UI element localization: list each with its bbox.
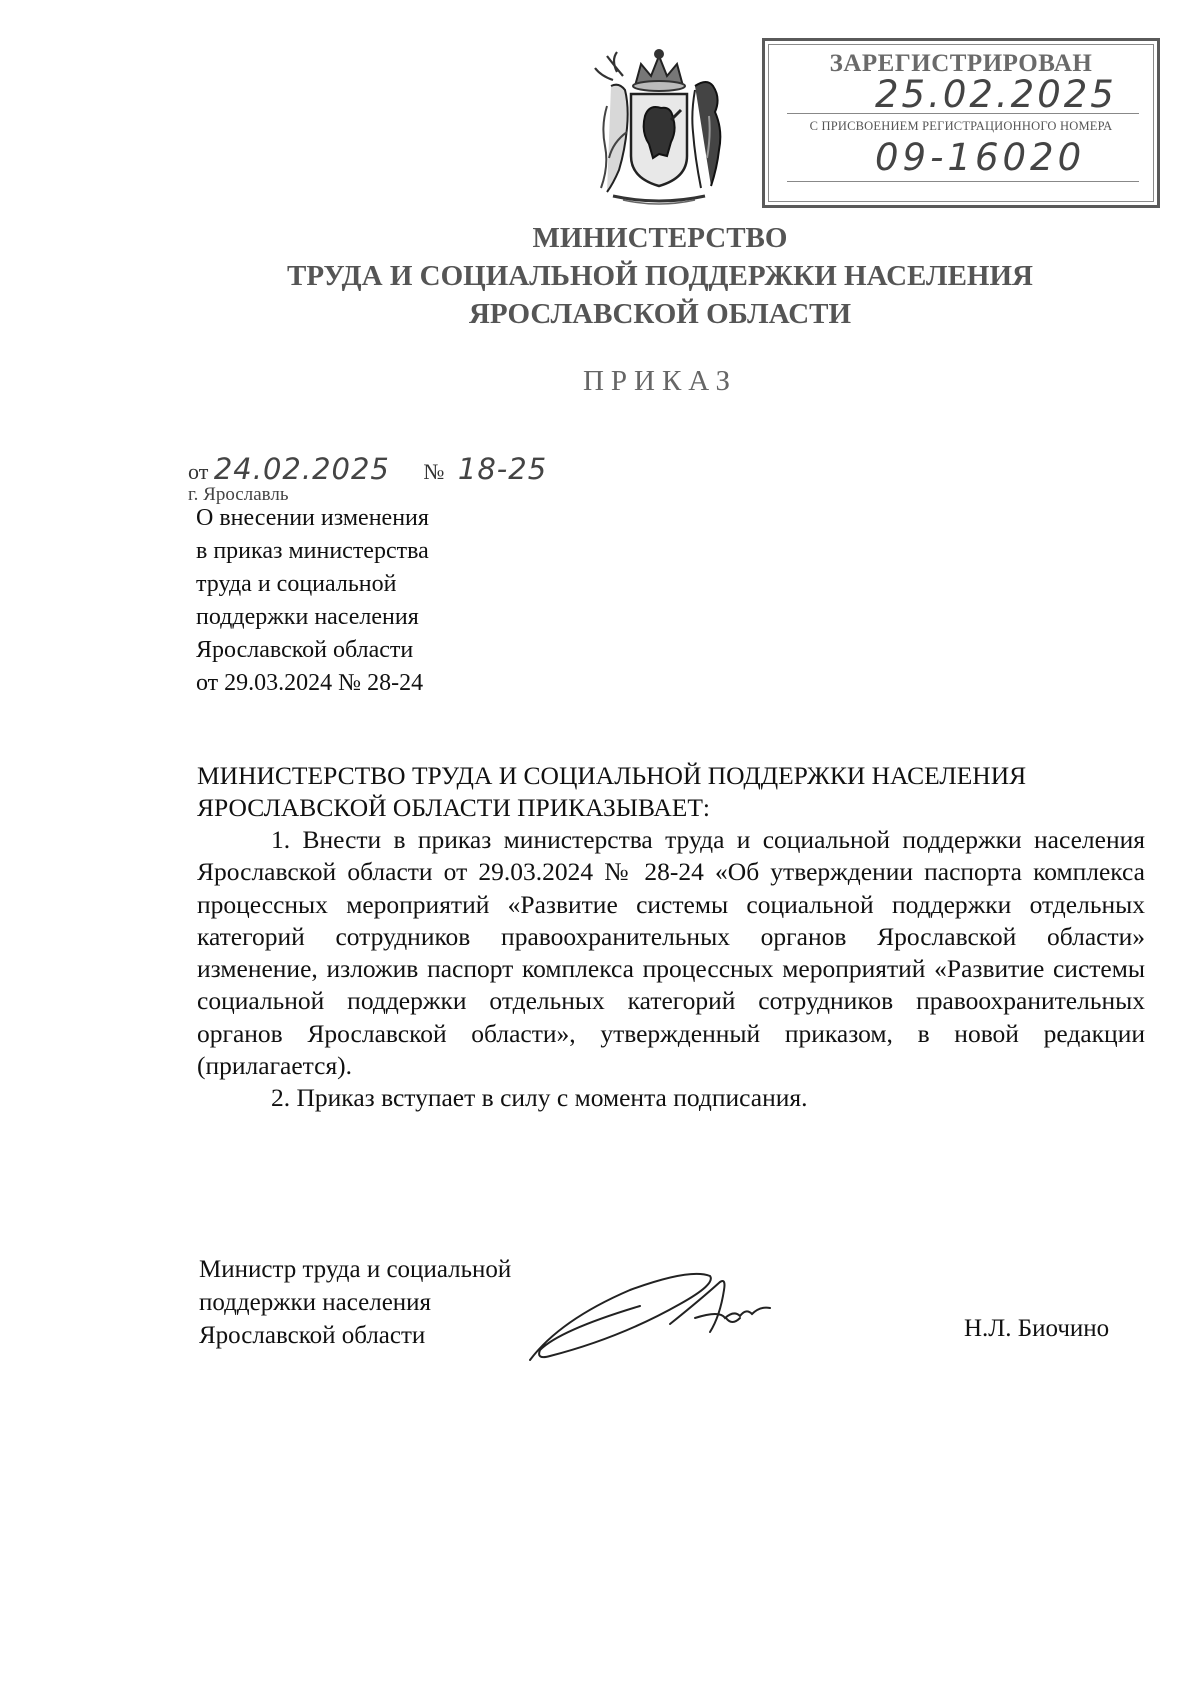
order-city: г. Ярославль	[188, 484, 289, 505]
position-line: поддержки населения	[199, 1289, 432, 1316]
order-date: 24.02.2025	[213, 452, 390, 486]
stamp-number: 09-16020	[875, 136, 1086, 179]
org-name-line: ЯРОСЛАВСКОЙ ОБЛАСТИ	[468, 298, 852, 330]
subject-line: труда и социальной	[196, 571, 397, 597]
coat-of-arms-icon	[583, 46, 735, 206]
position-line: Ярославской области	[199, 1322, 426, 1349]
org-name-line: МИНИСТЕРСТВО	[532, 222, 788, 254]
subject-line: от 29.03.2024 № 28-24	[196, 670, 424, 696]
signatory-position	[199, 1253, 511, 1352]
position-line: Министр труда и социальной	[199, 1256, 512, 1283]
stamp-divider	[787, 181, 1139, 182]
stamp-subtitle: С ПРИСВОЕНИЕМ РЕГИСТРАЦИОННОГО НОМЕРА	[809, 119, 1113, 133]
signatory-name: Н.Л. Биочино	[964, 1315, 1110, 1342]
date-prefix: от	[188, 459, 209, 484]
stamp-divider	[787, 113, 1139, 114]
document-type: ПРИКАЗ	[582, 365, 738, 397]
order-body	[197, 824, 1145, 1115]
subject-block	[196, 502, 516, 700]
stamp-title: ЗАРЕГИСТРИРОВАН	[829, 50, 1093, 77]
order-paragraph: 1. Внести в приказ министерства труда и социальной поддержки населения Ярославской области от 29.03.2024 № 28-24 «Об утверждении паспорта комплекса процессных мероприятий «Развитие системы социальной поддержки отдельных категорий сотрудников правоохранительных органов Ярославской области» изменение, изложив паспорт комплекса процессных мероприятий «Развитие системы социальной поддержки отдельных категорий сотрудников правоохранительных органов Ярославской области», утвержденный приказом, в новой редакции (прилагается).	[197, 825, 1145, 1081]
subject-line: в приказ министерства	[196, 538, 429, 564]
order-number: 18-25	[457, 452, 548, 486]
stamp-date: 25.02.2025	[875, 73, 1117, 116]
signature-icon	[520, 1260, 790, 1368]
preamble: МИНИСТЕРСТВО ТРУДА И СОЦИАЛЬНОЙ ПОДДЕРЖКИ НАСЕЛЕНИЯ ЯРОСЛАВСКОЙ ОБЛАСТИ ПРИКАЗЫВАЕТ:	[197, 761, 1027, 822]
subject-line: поддержки населения	[196, 604, 419, 630]
subject-line: Ярославской области	[196, 637, 414, 663]
registration-stamp	[762, 38, 1160, 208]
subject-line: О внесении изменения	[196, 505, 429, 531]
number-sign: №	[423, 459, 445, 484]
order-meta	[188, 452, 547, 486]
org-name-line: ТРУДА И СОЦИАЛЬНОЙ ПОДДЕРЖКИ НАСЕЛЕНИЯ	[287, 260, 1033, 292]
order-paragraph: 2. Приказ вступает в силу с момента подписания.	[271, 1083, 808, 1113]
